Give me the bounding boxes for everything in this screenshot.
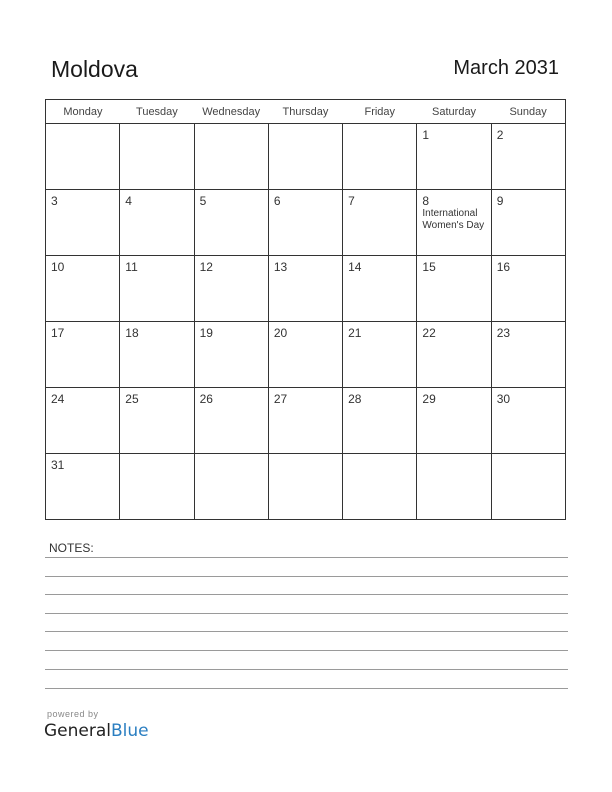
day-cell[interactable] bbox=[343, 190, 417, 256]
empty-day-cell bbox=[268, 124, 342, 190]
day-cell[interactable] bbox=[194, 190, 268, 256]
day-number: 13 bbox=[273, 260, 288, 274]
note-line bbox=[45, 631, 568, 632]
empty-day-cell bbox=[194, 454, 268, 520]
empty-day-cell bbox=[194, 124, 268, 190]
note-line bbox=[45, 669, 568, 670]
holiday-label: International Women's Day bbox=[422, 208, 485, 231]
day-cell[interactable] bbox=[343, 256, 417, 322]
note-line bbox=[45, 594, 568, 595]
day-number: 18 bbox=[125, 326, 139, 340]
day-number: 20 bbox=[273, 326, 288, 340]
day-cell[interactable] bbox=[417, 322, 491, 388]
empty-day-cell bbox=[417, 454, 491, 520]
empty-day-cell bbox=[120, 124, 194, 190]
day-cell[interactable] bbox=[491, 322, 565, 388]
notes-label: NOTES: bbox=[49, 541, 94, 555]
week-row bbox=[46, 322, 566, 388]
brand-blue-text: Blue bbox=[111, 721, 149, 741]
empty-day-cell bbox=[46, 124, 120, 190]
day-cell[interactable] bbox=[120, 388, 194, 454]
day-number: 6 bbox=[273, 194, 281, 208]
day-cell[interactable] bbox=[120, 256, 194, 322]
day-number: 19 bbox=[199, 326, 213, 340]
week-row bbox=[46, 256, 566, 322]
day-number: 31 bbox=[51, 458, 65, 472]
note-line bbox=[45, 650, 568, 651]
week-row bbox=[46, 124, 566, 190]
day-number: 9 bbox=[496, 194, 504, 208]
day-number: 25 bbox=[125, 392, 139, 406]
day-number: 2 bbox=[496, 128, 504, 142]
country-title: Moldova bbox=[51, 56, 138, 82]
day-number: 3 bbox=[51, 194, 58, 208]
day-cell[interactable] bbox=[194, 322, 268, 388]
day-number: 21 bbox=[348, 326, 362, 340]
day-cell[interactable] bbox=[194, 256, 268, 322]
day-cell[interactable] bbox=[46, 190, 120, 256]
weekday-header-row bbox=[46, 100, 566, 124]
day-number: 24 bbox=[51, 392, 65, 406]
empty-day-cell bbox=[120, 454, 194, 520]
day-number: 5 bbox=[199, 194, 207, 208]
note-line bbox=[45, 688, 568, 689]
day-cell[interactable] bbox=[46, 454, 120, 520]
day-number: 26 bbox=[199, 392, 213, 406]
day-number: 10 bbox=[51, 260, 65, 274]
day-cell[interactable] bbox=[491, 256, 565, 322]
note-line bbox=[45, 613, 568, 614]
weekday-header: Tuesday bbox=[120, 100, 194, 124]
day-cell[interactable] bbox=[343, 388, 417, 454]
brand-general-text: General bbox=[44, 721, 111, 741]
day-number: 14 bbox=[348, 260, 362, 274]
weekday-header: Friday bbox=[343, 100, 417, 124]
day-cell[interactable] bbox=[268, 388, 342, 454]
day-number: 29 bbox=[422, 392, 436, 406]
note-line bbox=[45, 557, 568, 558]
day-number: 15 bbox=[422, 260, 436, 274]
day-number: 12 bbox=[199, 260, 213, 274]
brand-logo[interactable] bbox=[44, 721, 149, 741]
day-number: 11 bbox=[125, 260, 138, 274]
day-cell[interactable] bbox=[417, 256, 491, 322]
weekday-header: Monday bbox=[46, 100, 120, 124]
day-number: 27 bbox=[273, 392, 288, 406]
day-number: 1 bbox=[422, 128, 430, 142]
month-title: March 2031 bbox=[453, 57, 559, 79]
day-number: 30 bbox=[496, 392, 511, 406]
empty-day-cell bbox=[343, 454, 417, 520]
day-cell[interactable] bbox=[194, 388, 268, 454]
day-number: 23 bbox=[496, 326, 511, 340]
weekday-header: Wednesday bbox=[194, 100, 268, 124]
calendar-grid bbox=[45, 99, 566, 520]
day-cell[interactable] bbox=[46, 256, 120, 322]
day-number: 17 bbox=[51, 326, 65, 340]
day-cell[interactable] bbox=[491, 124, 565, 190]
day-number: 8 bbox=[422, 194, 430, 208]
day-number: 28 bbox=[348, 392, 362, 406]
note-line bbox=[45, 576, 568, 577]
day-cell[interactable] bbox=[417, 190, 491, 256]
week-row bbox=[46, 388, 566, 454]
day-number: 4 bbox=[125, 194, 132, 208]
weekday-header: Thursday bbox=[268, 100, 342, 124]
powered-by-text: powered by bbox=[47, 709, 99, 719]
day-cell[interactable] bbox=[417, 124, 491, 190]
day-cell[interactable] bbox=[268, 322, 342, 388]
day-cell[interactable] bbox=[268, 256, 342, 322]
day-cell[interactable] bbox=[120, 190, 194, 256]
day-cell[interactable] bbox=[417, 388, 491, 454]
day-cell[interactable] bbox=[46, 388, 120, 454]
day-number: 16 bbox=[496, 260, 511, 274]
empty-day-cell bbox=[343, 124, 417, 190]
day-cell[interactable] bbox=[120, 322, 194, 388]
week-row bbox=[46, 454, 566, 520]
week-row bbox=[46, 190, 566, 256]
day-cell[interactable] bbox=[268, 190, 342, 256]
empty-day-cell bbox=[268, 454, 342, 520]
calendar-body bbox=[46, 124, 566, 520]
empty-day-cell bbox=[491, 454, 565, 520]
day-number: 22 bbox=[422, 326, 436, 340]
day-cell[interactable] bbox=[343, 322, 417, 388]
weekday-header: Saturday bbox=[417, 100, 491, 124]
day-cell[interactable] bbox=[491, 190, 565, 256]
day-cell[interactable] bbox=[46, 322, 120, 388]
day-cell[interactable] bbox=[491, 388, 565, 454]
weekday-header: Sunday bbox=[491, 100, 565, 124]
day-number: 7 bbox=[348, 194, 355, 208]
